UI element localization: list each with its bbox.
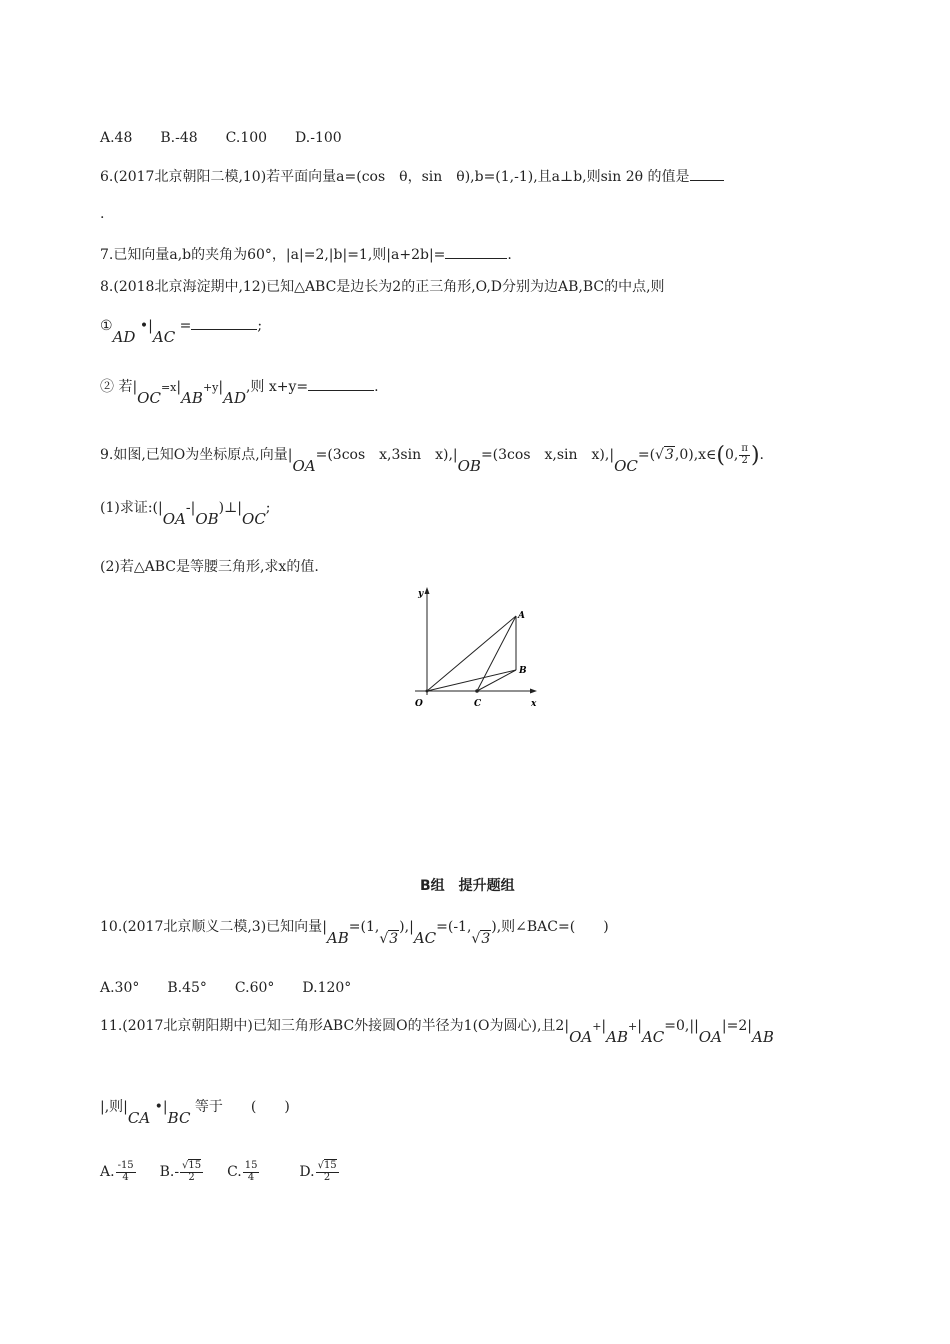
vector-AC: AC	[413, 929, 437, 947]
vector-bar: |	[287, 447, 293, 463]
q11-plus-1: +	[592, 1020, 602, 1033]
vector-OB: OB	[457, 457, 481, 475]
q7-end: .	[507, 247, 512, 263]
q10-options: A.30° B.45° C.60° D.120°	[100, 980, 352, 996]
vector-AB: AB	[606, 1028, 628, 1046]
q11-question	[100, 1018, 774, 1046]
q8-part2-plus: +y	[202, 381, 219, 394]
q8-part2-mid: ,则 x+y=	[245, 379, 309, 395]
vector-OC: OC	[137, 389, 161, 407]
q10-ab-close: ),	[399, 919, 410, 935]
q11-option-a-label: A.	[100, 1164, 115, 1180]
vector-AC: AC	[152, 328, 176, 346]
sqrt-3: √3	[379, 931, 399, 947]
coordinate-figure	[405, 585, 550, 710]
vector-AD: AD	[112, 328, 136, 346]
q7-answer-blank	[445, 245, 507, 259]
q9-interval-end: .	[759, 447, 764, 463]
vector-OA: OA	[569, 1028, 593, 1046]
q9-ob-value: =(3cos x,sin x),	[480, 447, 610, 463]
vector-AB: AB	[181, 389, 203, 407]
q9-part1-perp: )⊥	[218, 500, 238, 516]
section-b-title: B组 提升题组	[420, 878, 515, 894]
q7-question	[100, 245, 512, 262]
q11-option-c-label: C.	[227, 1164, 242, 1180]
sqrt-3: √3	[471, 931, 491, 947]
point-O	[426, 690, 429, 693]
q11-line2-prefix: |,则	[100, 1099, 124, 1115]
vector-bar: |	[637, 1018, 642, 1034]
q9-part1	[100, 500, 271, 528]
q9-oc-value-b: ,0),x∈	[674, 447, 717, 463]
q11-option-b-label: B.-	[159, 1164, 180, 1180]
vector-CA: CA	[127, 1109, 151, 1127]
q9-text: 9.如图,已知O为坐标原点,向量	[100, 447, 288, 463]
label-B: B	[519, 666, 527, 676]
q8-part1-label: ①	[100, 318, 113, 334]
q8-part2-label: ② 若	[100, 379, 133, 395]
q10-question	[100, 919, 609, 947]
q9-part2: (2)若△ABC是等腰三角形,求x的值.	[100, 559, 319, 575]
q10-ac-close: ),则∠BAC=( )	[491, 919, 609, 935]
q8-part1-blank	[191, 316, 257, 330]
x-label: x	[531, 699, 537, 709]
segment-OB	[427, 670, 516, 691]
vector-OC: OC	[242, 510, 266, 528]
segment-OA	[427, 616, 516, 691]
vector-bar: |	[190, 500, 196, 516]
vector-bar: |	[237, 500, 243, 516]
q6-question	[100, 167, 724, 184]
vector-OA: OA	[292, 457, 316, 475]
q11-option-a-fraction: $\frac{-15}{4}$	[117, 1160, 134, 1183]
vector-AB: AB	[326, 929, 349, 947]
q9-oa-value: =(3cos x,3sin x),	[315, 447, 453, 463]
q8-part1	[100, 316, 263, 346]
dot-product-symbol: •	[154, 1099, 163, 1115]
label-O: O	[415, 699, 423, 709]
q8-part2-end: .	[374, 379, 379, 395]
q11-option-d-label: D.	[299, 1164, 315, 1180]
q6-text: 6.(2017北京朝阳二模,10)若平面向量a=(cos θ，sin θ),b=(1,-1),且a⊥b,则sin 2θ 的值是	[100, 169, 690, 185]
q11-eq2: |=2|	[721, 1018, 752, 1034]
y-axis-arrow	[425, 587, 430, 594]
q11-option-c-fraction: $\frac{15}{4}$	[244, 1160, 258, 1183]
y-label: y	[418, 589, 424, 599]
q5-options: A.48 B.-48 C.100 D.-100	[100, 130, 342, 146]
vector-bar: |	[162, 1099, 168, 1115]
label-A: A	[518, 611, 525, 621]
q11-eq0: =0,|	[664, 1018, 695, 1034]
q11-line2-end: 等于 ( )	[194, 1099, 290, 1115]
vector-bar: |	[694, 1018, 699, 1034]
vector-AC: AC	[641, 1028, 665, 1046]
q8-part2-equals: =x	[160, 381, 177, 394]
vector-OC: OC	[614, 457, 638, 475]
q11-option-d-fraction: $\frac{√15}{2}$	[317, 1160, 337, 1183]
vector-bar: |	[564, 1018, 570, 1034]
q9-part1-end: ;	[265, 500, 271, 516]
vector-bar: |	[123, 1099, 128, 1115]
q11-option-b-fraction: $\frac{√15}{2}$	[182, 1160, 202, 1183]
q8-part2-blank	[308, 377, 374, 391]
vector-bar: |	[218, 379, 224, 395]
vector-bar: |	[452, 447, 458, 463]
q8-part1-equals: =	[179, 318, 192, 334]
q9-part1-label: (1)求证:(	[100, 500, 159, 516]
sqrt-3: √3	[655, 447, 674, 463]
vector-bar: |	[132, 379, 138, 395]
vector-bar: |	[601, 1018, 607, 1034]
vector-OA: OA	[698, 1028, 722, 1046]
vector-bar: |	[409, 919, 414, 935]
q6-answer-blank	[690, 167, 724, 181]
segment-AC	[477, 616, 516, 691]
q9-oc-value-a: =(	[637, 447, 656, 463]
dot-product-symbol: •	[139, 318, 149, 334]
q7-text: 7.已知向量a,b的夹角为60°，|a|=2,|b|=1,则|a+2b|=	[100, 247, 446, 263]
fraction-pi-over-2: $\frac{\pi}{2}$	[741, 443, 748, 466]
q10-ac-value: =(-1,	[436, 919, 472, 935]
q11-options	[100, 1161, 340, 1183]
q11-plus-2: +	[628, 1020, 638, 1033]
x-axis-arrow	[530, 689, 537, 694]
vector-AB: AB	[752, 1028, 774, 1046]
q6-tail: .	[100, 206, 105, 222]
vector-bar: |	[148, 318, 153, 334]
q11-text: 11.(2017北京朝阳期中)已知三角形ABC外接圆O的半径为1(O为圆心),且2	[100, 1018, 565, 1034]
q11-line2	[100, 1099, 290, 1127]
vector-OA: OA	[162, 510, 186, 528]
q9-part1-minus: -	[185, 500, 191, 516]
q9-interval-left: 0,	[725, 447, 739, 463]
q8-part2	[100, 377, 379, 407]
vector-bar: |	[176, 379, 182, 395]
q10-ab-value: =(1,	[348, 919, 380, 935]
vector-BC: BC	[167, 1109, 191, 1127]
q9-question: 9.如图,已知O为坐标原点,向量|OA=(3cos x,3sin x),|OB=(3cos x,sin x),|OC=(√3,0),x∈(0, $\frac{\pi}{2}$ ).	[100, 443, 764, 475]
vector-bar: |	[609, 447, 615, 463]
vector-bar: |	[158, 500, 163, 516]
q10-text: 10.(2017北京顺义二模,3)已知向量	[100, 919, 323, 935]
label-C: C	[474, 699, 482, 709]
q8-text: 8.(2018北京海淀期中,12)已知△ABC是边长为2的正三角形,O,D分别为边AB,BC的中点,则	[100, 279, 665, 295]
vector-bar: |	[322, 919, 327, 935]
vector-AD: AD	[223, 389, 246, 407]
point-C	[475, 689, 479, 693]
vector-OB: OB	[195, 510, 219, 528]
q8-part1-end: ;	[257, 318, 263, 334]
